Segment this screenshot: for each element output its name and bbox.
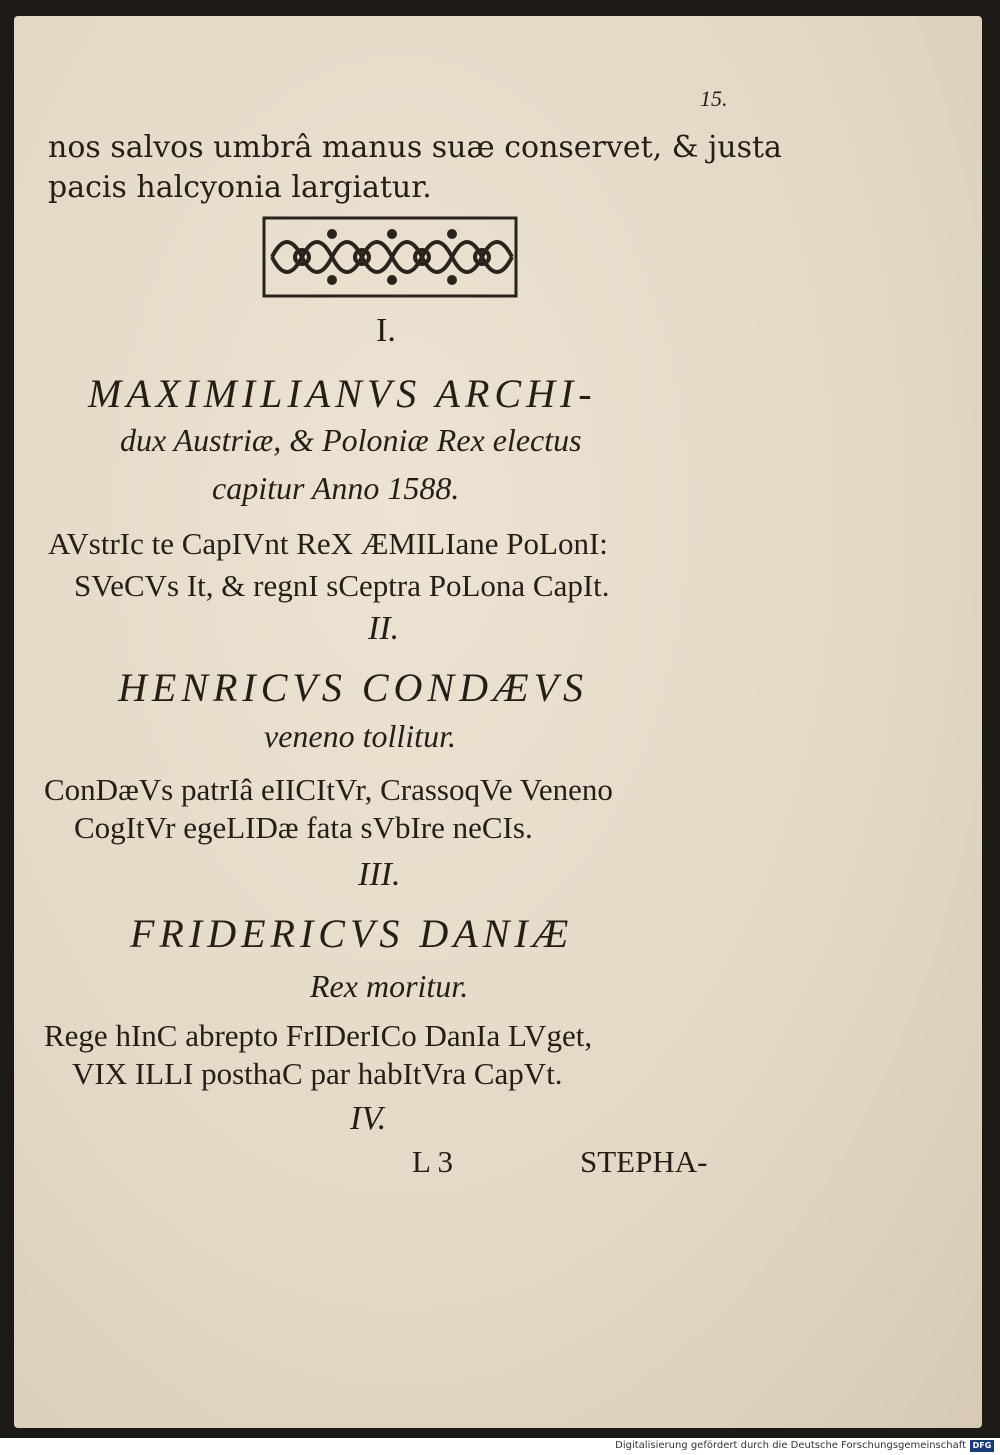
section-1-verse-line-2: SVeCVs It, & regnI sCeptra PoLona CapIt. [74,568,610,603]
section-numeral-2: II. [368,610,400,647]
page-number: 15. [700,86,728,111]
catchword: STEPHA- [580,1144,708,1179]
section-1-verse-line-1: AVstrIc te CapIVnt ReX ÆMILIane PoLonI: [48,526,608,561]
paragraph-line-1: nos salvos umbrâ manus suæ conservet, & justa [48,130,782,165]
section-3-title-line-1: FRIDERICVS DANIÆ [130,911,574,956]
section-3-verse-line-2: VIX ILLI posthaC par habItVra CapVt. [72,1056,563,1091]
paragraph-line-2: pacis halcyonia largiatur. [48,170,432,205]
section-2-title-line-1: HENRICVS CONDÆVS [118,665,588,710]
section-2-verse-line-1: ConDæVs patrIâ eIICItVr, CrassoqVe Veneno [44,772,613,807]
section-numeral-3: III. [358,856,401,893]
ornament-band [262,214,518,300]
section-1-title-line-2: dux Austriæ, & Poloniæ Rex electus [120,422,582,458]
signature-mark: L 3 [412,1144,454,1179]
section-2-verse-line-2: CogItVr egeLIDæ fata sVbIre neCIs. [74,810,533,845]
footer-credit: Digitalisierung gefördert durch die Deutsche Forschungsgemeinschaft [615,1440,966,1451]
section-1-title-line-3: capitur Anno 1588. [212,470,460,506]
section-3-verse-line-1: Rege hInC abrepto FrIDerICo DanIa LVget, [44,1018,593,1053]
section-1-title-line-1: MAXIMILIANVS ARCHI- [88,371,597,416]
section-numeral-1: I. [376,312,396,349]
section-3-title-line-2: Rex moritur. [310,968,469,1004]
section-numeral-4: IV. [350,1100,387,1137]
dfg-logo-icon: DFG [970,1440,994,1452]
section-2-title-line-2: veneno tollitur. [264,718,456,754]
